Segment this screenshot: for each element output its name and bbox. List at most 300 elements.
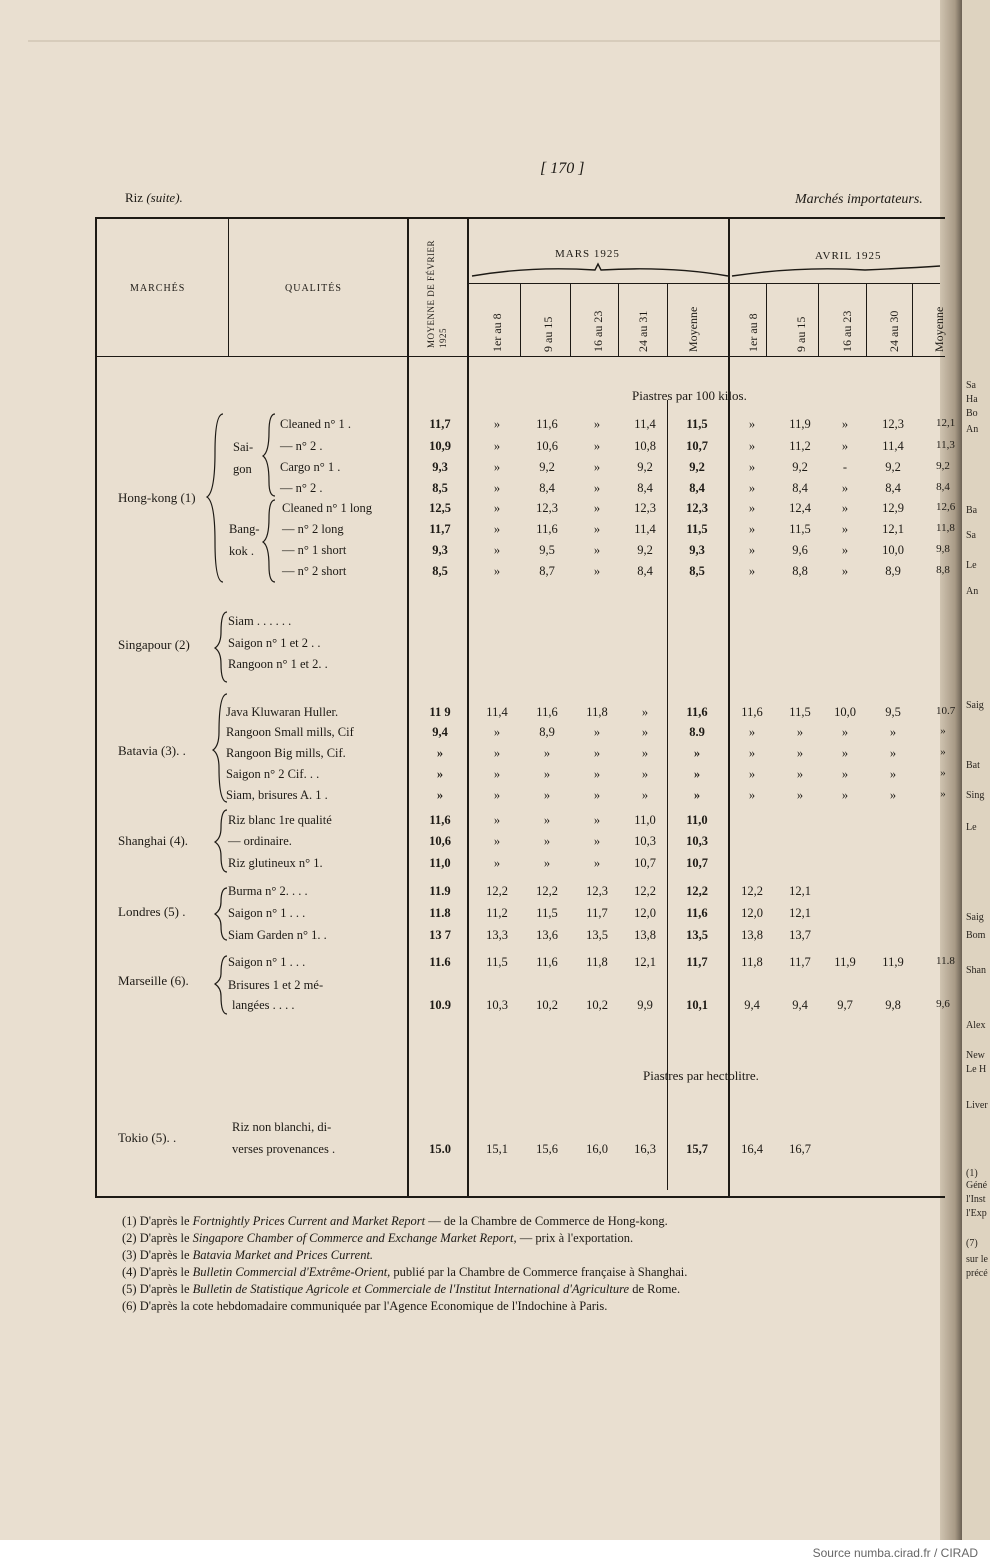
table-cell: 11,2 [486,906,508,920]
table-cell: 9,4 [432,725,448,739]
table-cell: » [543,767,551,781]
footnote-title: Bulletin Commercial d'Extrême-Orient, [192,1265,391,1279]
footnote-number: (2) [122,1231,140,1245]
unit-kilos: Piastres par 100 kilos. [632,388,747,403]
table-cell: » [841,501,849,515]
table-cell: » [841,439,849,453]
facing-page-text: Le H [966,1064,987,1075]
table-cell: » [543,788,551,802]
table-cell: 8,9 [885,564,901,578]
table-cell: 8,4 [792,481,808,495]
facing-page-fragment [962,0,990,1540]
subheader-mars-5: Moyenne [686,306,700,352]
table-cell: » [841,767,849,781]
table-cell: 12,0 [634,906,656,920]
row-quality: Rangoon Small mills, Cif [226,725,354,739]
footnote-suffix: de Rome. [629,1282,681,1296]
facing-page-text: Saig [966,912,984,923]
footnote-title: Singapore Chamber of Commerce and Exchange Market Report, [192,1231,517,1245]
row-quality: Riz blanc 1re qualité [228,813,332,827]
table-cell: 12,2 [741,884,763,898]
table-cell: 9,2 [539,460,555,474]
table-cell: » [493,481,501,495]
facing-page-text: Le [966,822,977,833]
subcol-rule [912,284,913,356]
table-cell: 8,5 [432,564,448,578]
table-cell: 11,0 [686,813,708,827]
col-rule-qualites [228,217,229,357]
col-rule-mars [467,217,469,1197]
table-cell: » [796,767,804,781]
header-qualites: QUALITÉS [285,283,342,294]
table-cell: 9,2 [637,543,653,557]
table-cell: 10,6 [429,834,451,848]
col-rule-fevrier [407,217,409,1197]
section-title-main: Riz [125,190,144,205]
row-quality: Riz non blanchi, di- [232,1120,332,1134]
table-cell: » [436,788,444,802]
table-cell: » [593,856,601,870]
subheader-avril-5: Moyenne [932,306,946,352]
table-cell: » [796,725,804,739]
table-cell: » [493,564,501,578]
table-cell: 10,7 [686,439,708,453]
table-cell: » [841,725,849,739]
table-cell: 11,5 [789,522,811,536]
table-cell: 11,5 [789,705,811,719]
table-cell: 12,3 [686,501,708,515]
row-quality: Cargo n° 1 . [280,460,341,474]
table-cell: » [748,543,756,557]
subcol-rule [818,284,819,356]
table-cell: 11,5 [686,417,708,431]
market-londres: Londres (5) . [118,904,186,919]
subcol-rule [618,284,619,356]
header-mars: MARS 1925 [555,248,620,260]
table-cell: » [436,746,444,760]
table-cell: 8,4 [539,481,555,495]
table-cell: 9,2 [885,460,901,474]
table-cell: 16,0 [586,1142,608,1156]
facing-page-text: l'Inst [966,1194,986,1205]
table-cell: 11,5 [486,955,508,969]
market-marseille: Marseille (6). [118,973,189,988]
table-cell: » [543,746,551,760]
facing-page-text: Ha [966,394,978,405]
footnote-prefix: D'après le [139,1214,193,1228]
table-cell: 12,6 [936,501,956,513]
table-cell: 13,7 [789,928,811,942]
market-singapour: Singapour (2) [118,637,190,652]
row-quality: — n° 1 short [282,543,347,557]
table-cell: » [493,417,501,431]
table-cell: » [841,746,849,760]
table-cell: » [748,481,756,495]
table-cell: » [493,725,501,739]
table-cell: » [841,788,849,802]
footnote-number: (1) [122,1214,140,1228]
table-cell: » [593,564,601,578]
footnote-prefix: D'après la cote hebdomadaire communiquée par l'Agence Economique de l'Indochine à Paris. [139,1299,608,1313]
table-cell: » [493,788,501,802]
table-cell: 12,1 [634,955,656,969]
table-cell: 11,3 [936,439,955,451]
table-cell: 9,6 [792,543,808,557]
row-quality: Java Kluwaran Huller. [226,705,339,719]
table-cell: 10,7 [686,856,708,870]
table-cell: » [748,746,756,760]
table-cell: 12,2 [486,884,508,898]
row-quality: Burma n° 2. . . . [228,884,308,898]
table-cell: 15,1 [486,1142,508,1156]
row-quality: Siam . . . . . . [228,614,292,628]
table-cell: 12,9 [882,501,904,515]
table-cell: » [748,767,756,781]
source-credit: Source numba.cirad.fr / CIRAD [812,1546,978,1560]
table-cell: » [889,725,897,739]
subheader-mars-2: 9 au 15 [541,316,555,352]
table-cell: 10,2 [586,998,608,1012]
facing-page-text: Alex [966,1020,986,1031]
table-cell: 9,3 [432,460,448,474]
table-cell: 10,0 [834,705,856,719]
table-cell: » [940,725,946,737]
table-cell: » [593,501,601,515]
table-cell: 8,4 [885,481,901,495]
row-quality: Cleaned n° 1 . [280,417,351,431]
subcol-rule [766,284,767,356]
subcol-rule [667,284,668,356]
table-cell: » [748,501,756,515]
table-cell: » [748,522,756,536]
table-cell: » [493,543,501,557]
table-cell: 8,4 [936,481,950,493]
header-bottom-rule [95,356,945,357]
footnote-3 [122,1248,373,1263]
facing-page-text: Sa [966,530,976,541]
table-cell: 13,8 [741,928,763,942]
subheader-avril-2: 9 au 15 [794,316,808,352]
row-quality: verses provenances . [232,1142,336,1156]
table-cell: 8,5 [432,481,448,495]
table-cell: 10,7 [634,856,656,870]
footnote-number: (5) [122,1282,140,1296]
table-cell: » [493,856,501,870]
table-cell: 13,5 [686,928,708,942]
table-cell: » [841,564,849,578]
table-cell: 10,8 [634,439,656,453]
footnote-title: Bulletin de Statistique Agricole et Commerciale de l'Institut International d'Agriculture [192,1282,630,1296]
footnote-number: (6) [122,1299,140,1313]
table-cell: 9,3 [432,543,448,557]
footnote-4 [122,1265,687,1280]
table-cell: 12,3 [536,501,558,515]
table-cell: 11,4 [882,439,904,453]
header-avril: AVRIL 1925 [815,250,882,262]
table-cell: 13,8 [634,928,656,942]
table-cell: 10,2 [536,998,558,1012]
row-quality: — ordinaire. [228,834,292,848]
row-quality: — n° 2 . [280,439,323,453]
facing-page-text: Bo [966,408,978,419]
table-cell: 11,7 [429,417,451,431]
row-quality: Rangoon n° 1 et 2. . [228,657,328,671]
footnote-prefix: D'après le [139,1265,193,1279]
table-cell: 11,7 [586,906,608,920]
footnote-title: Fortnightly Prices Current and Market Report [192,1214,426,1228]
facing-page-text: Sa [966,380,976,391]
subcol-rule [570,284,571,356]
table-cell: » [593,481,601,495]
facing-page-text: An [966,586,979,597]
table-cell: » [889,746,897,760]
facing-page-text: Le [966,560,977,571]
table-cell: » [593,725,601,739]
table-cell: 15,6 [536,1142,558,1156]
row-quality: Siam, brisures A. 1 . [226,788,328,802]
table-cell: » [493,746,501,760]
table-cell: 10,3 [686,834,708,848]
table-cell: 11,8 [586,705,608,719]
table-cell: 15.0 [429,1142,451,1156]
table-cell: 11,0 [429,856,451,870]
table-cell: » [940,746,946,758]
market-batavia: Batavia (3). . [118,743,186,758]
facing-page-text: (7) [966,1238,978,1249]
table-cell: 11,6 [536,417,558,431]
table-cell: 9,2 [689,460,705,474]
page-top-edge [28,40,948,42]
table-cell: 8.9 [689,725,705,739]
table-cell: » [940,767,946,779]
table-cell: » [641,767,649,781]
table-cell: 12,5 [429,501,451,515]
facing-page-text: Ba [966,505,978,516]
table-cell: 12,2 [536,884,558,898]
table-cell: 11.6 [429,955,451,969]
table-cell: » [748,788,756,802]
table-cell: » [841,481,849,495]
table-left-rule [95,217,97,1197]
facing-page-text: l'Exp [966,1208,987,1219]
market-shanghai: Shanghai (4). [118,833,189,848]
table-cell: 11,7 [686,955,708,969]
table-cell: » [748,439,756,453]
table-cell: 8,4 [637,564,653,578]
table-cell: 11,9 [834,955,856,969]
table-cell: 12,1 [789,906,811,920]
table-cell: 11 9 [429,705,451,719]
table-cell: 11.8 [429,906,451,920]
footnote-suffix: publié par la Chambre de Commerce française à Shanghai. [390,1265,688,1279]
table-cell: 11,8 [586,955,608,969]
facing-page-text: Bom [966,930,986,941]
table-cell: » [543,856,551,870]
table-cell: 11,0 [634,813,656,827]
section-title-suite: (suite). [146,190,183,205]
table-cell: » [841,522,849,536]
table-cell: 11,7 [429,522,451,536]
grouping-braces [205,412,285,1212]
subheader-mars-3: 16 au 23 [591,310,605,352]
table-cell: 11,6 [686,906,708,920]
facing-page-text: précé [966,1268,988,1279]
facing-page-text: Géné [966,1180,988,1191]
table-cell: 9,4 [792,998,808,1012]
table-cell: 13,5 [586,928,608,942]
row-quality: Cleaned n° 1 long [282,501,373,515]
subheader-mars-4: 24 au 31 [636,310,650,352]
table-cell: » [543,813,551,827]
table-cell: » [593,767,601,781]
table-cell: 13 7 [429,928,451,942]
table-cell: 8,8 [792,564,808,578]
row-quality: Saigon n° 2 Cif. . . [226,767,320,781]
table-cell: 12,0 [741,906,763,920]
table-cell: » [436,767,444,781]
table-cell: » [593,543,601,557]
table-cell: 16,7 [789,1142,811,1156]
table-cell: » [796,788,804,802]
table-cell: 10,6 [536,439,558,453]
unit-hectolitre: Piastres par hectolitre. [643,1068,759,1083]
table-cell: » [593,439,601,453]
table-cell: » [543,834,551,848]
table-cell: 9,5 [885,705,901,719]
table-cell: 8,8 [936,564,950,576]
table-cell: 11,4 [486,705,508,719]
table-cell: » [748,564,756,578]
table-cell: » [493,439,501,453]
table-cell: » [841,417,849,431]
row-quality: — n° 2 long [282,522,344,536]
table-cell: 15,7 [686,1142,708,1156]
table-cell: 9,3 [689,543,705,557]
table-cell: 12,2 [686,884,708,898]
facing-page-text: Shan [966,965,986,976]
table-cell: 11,6 [741,705,763,719]
table-cell: 11,9 [789,417,811,431]
table-cell: » [493,460,501,474]
table-cell: 11,5 [536,906,558,920]
table-cell: » [593,522,601,536]
row-quality: Saigon n° 1 et 2 . . [228,636,321,650]
header-brace-curves [470,262,940,284]
table-cell: 11,6 [536,955,558,969]
table-cell: 11,4 [634,522,656,536]
market-hongkong: Hong-kong (1) [118,490,196,505]
row-quality: — n° 2 . [280,481,323,495]
table-cell: » [641,725,649,739]
table-cell: 12,3 [882,417,904,431]
row-quality: Saigon n° 1 . . . [228,955,306,969]
table-cell: » [748,725,756,739]
table-cell: 10,9 [429,439,451,453]
table-cell: - [842,460,848,474]
table-cell: 13,3 [486,928,508,942]
table-cell: 10,1 [686,998,708,1012]
table-cell: 9,2 [637,460,653,474]
table-cell: 8,4 [637,481,653,495]
table-cell: 9,6 [936,998,950,1010]
table-cell: 16,3 [634,1142,656,1156]
page-number: [ 170 ] [540,160,585,177]
table-cell: » [493,522,501,536]
table-cell: 11,6 [686,705,708,719]
row-quality: Brisures 1 et 2 mé- [228,978,324,992]
table-cell: 10,0 [882,543,904,557]
row-quality: Rangoon Big mills, Cif. [226,746,346,760]
group-bangkok: Bang-kok . [229,522,260,558]
group-saigon: Sai-gon [233,440,254,476]
table-cell: 12,4 [789,501,811,515]
table-cell: » [641,746,649,760]
table-cell: 10.7 [936,705,956,717]
table-cell: 11,6 [429,813,451,827]
table-cell: » [693,788,701,802]
table-cell: 9,2 [792,460,808,474]
subheader-avril-3: 16 au 23 [840,310,854,352]
row-quality: Saigon n° 1 . . . [228,906,306,920]
table-cell: 11,6 [536,522,558,536]
table-cell: 8,4 [689,481,705,495]
subheader-avril-4: 24 au 30 [887,310,901,352]
table-cell: 13,6 [536,928,558,942]
footnote-suffix: — de la Chambre de Commerce de Hong-kong. [425,1214,668,1228]
table-cell: 11,7 [789,955,811,969]
header-moyenne-fevrier: MOYENNE DE FÉVRIER 1925 [426,240,448,348]
table-cell: 16,4 [741,1142,763,1156]
footnote-prefix: D'après le [139,1231,193,1245]
subcol-rule [520,284,521,356]
table-cell: 12,2 [634,884,656,898]
row-quality: — n° 2 short [282,564,347,578]
table-cell: » [493,501,501,515]
footnote-2 [122,1231,633,1246]
table-cell: 9,5 [539,543,555,557]
footnote-5 [122,1282,680,1297]
row-quality: Siam Garden n° 1. . [228,928,327,942]
subheader-avril-1: 1er au 8 [746,313,760,352]
table-cell: 8,9 [539,725,555,739]
table-cell: » [593,746,601,760]
table-cell: » [841,543,849,557]
table-cell: 9,8 [885,998,901,1012]
facing-page-text: sur le [966,1254,988,1265]
table-cell: 11,8 [741,955,763,969]
table-cell: 8,5 [689,564,705,578]
table-cell: 12,1 [882,522,904,536]
table-cell: 12,3 [586,884,608,898]
facing-page-text: An [966,424,979,435]
row-quality: langées . . . . [232,998,295,1012]
table-cell: 12,1 [789,884,811,898]
market-tokio: Tokio (5). . [118,1130,177,1145]
table-cell: » [493,834,501,848]
table-cell: » [493,813,501,827]
facing-page-text: Sing [966,790,985,801]
footnote-prefix: D'après le [139,1282,193,1296]
table-cell: 11,4 [634,417,656,431]
table-cell: » [593,788,601,802]
table-cell: » [593,813,601,827]
table-cell: 12,3 [634,501,656,515]
table-cell: 9,9 [637,998,653,1012]
footnote-1 [122,1214,668,1229]
table-cell: 11,9 [882,955,904,969]
subheader-mars-1: 1er au 8 [490,313,504,352]
table-cell: » [593,417,601,431]
